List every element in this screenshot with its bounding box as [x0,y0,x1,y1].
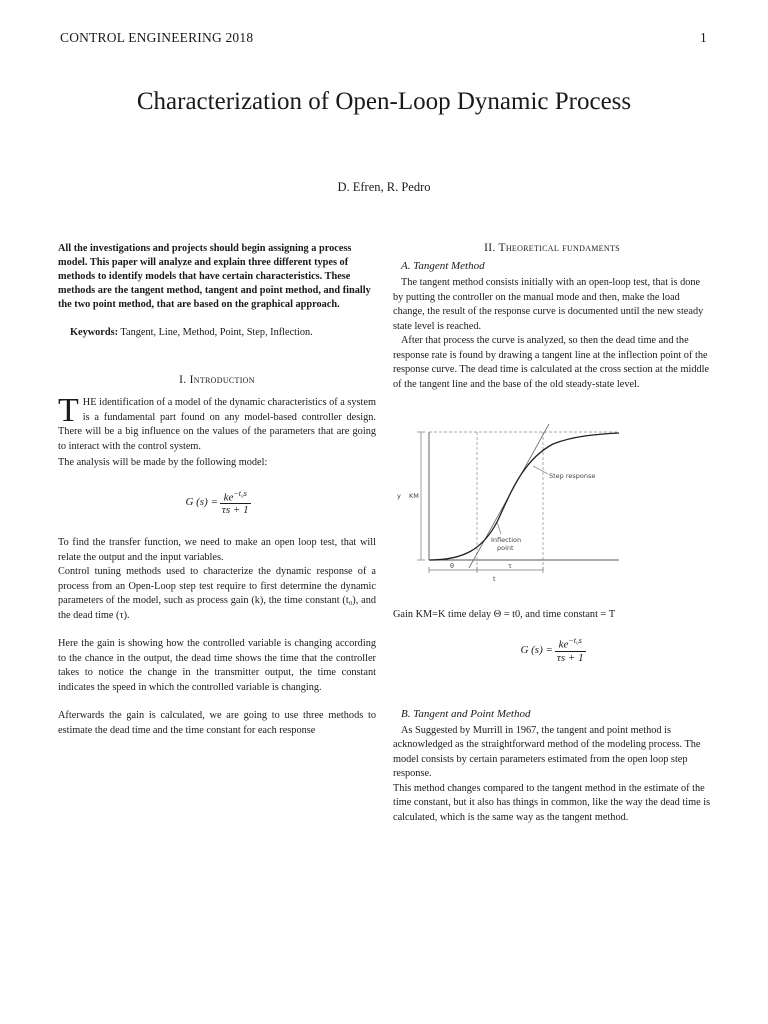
intro-paragraph-6: Afterwards the gain is calculated, we are going to use three methods to estimate the dead time and the time constant for each response [58,710,376,736]
step-response-label: Step response [549,472,596,480]
intro-paragraph-3: To find the transfer function, we need to make an open loop test, that will relate the output and the input variables. [58,537,376,563]
inflection-label-2: point [497,544,514,552]
inflection-label-1: Inflection [491,536,522,544]
time-axis-label: t [493,575,496,583]
equation-2-numerator: $ke^{-t_0s}$ [555,636,586,651]
step-response-diagram [393,420,621,592]
theta-label: θ [450,562,454,570]
tangent-paragraph-1: The tangent method consists initially with an open-loop test, that is done by putting the controller on the manual mode and then, make the load change, the result of the response curve is documented until the new steady state level is reached. [393,277,704,332]
intro-paragraph-2: The analysis will be made by the following model: [58,457,268,468]
step-response-figure [393,420,711,597]
drop-cap: T [58,392,79,429]
authors: D. Efren, R. Pedro [337,180,431,194]
model-equation [58,489,376,517]
paper-title: Characterization of Open-Loop Dynamic Process [136,88,632,115]
right-column [393,242,711,825]
intro-first-paragraph [58,392,376,454]
model-equation-2 [393,636,711,664]
equation-numerator: $ke^{-t_0s}$ [220,489,251,504]
km-label: KM [409,492,419,500]
tangent-paragraph-2: After that process the curve is analyzed, so then the dead time and the response rate is found by drawing a tangent line at the inflection point of the response curve. The dead time is calculated at the cross section at the middle of the tangent line and the base of the old steady-state level. [393,335,710,390]
figure-caption: Gain KM=K time delay Θ = t0, and time constant = Ƭ [393,609,616,620]
equation-lhs: G (s) = [185,496,218,509]
equation-2-denominator: τs + 1 [556,651,584,664]
section-heading-theory: II. Theoretical fundaments [484,242,620,254]
tangent-point-paragraph-1: As Suggested by Murrill in 1967, the tangent and point method is acknowledged as the straightforward method of the modeling process. The model consists by certain parameters estimated from the open loop step response. [393,724,701,780]
intro-paragraph-5: Here the gain is showing how the controlled variable is changing according to the chance in the output, the dead time shows the time that the controller takes to notice the change in the transmitter output, the time constant indicates the speed in which the controlled variable is changing. [58,638,376,693]
keywords-label: Keywords: [70,327,119,338]
y-label: y [397,492,401,500]
left-column [58,242,376,738]
running-header: CONTROL ENGINEERING 2018 [60,30,254,45]
page-number: 1 [700,30,707,45]
subsection-heading-tangent-point: B. Tangent and Point Method [401,707,531,720]
abstract: All the investigations and projects should begin assigning a process model. This paper will analyze and explain three different types of methods to identify models that have certain characteristics. These methods are the tangent method, tangent and point method, and finally the two point method, that are based on the graphical approach. [58,243,371,310]
subsection-heading-tangent: A. Tangent Method [401,260,485,272]
tau-label: τ [508,562,512,570]
tangent-point-paragraph-2: This method changes compared to the tangent method in the estimate of the time constant, but it also has things in common, like the way the dead time is calculated, which is the same way as the tangent method. [393,782,711,823]
intro-paragraph-1: HE identification of a model of the dynamic characteristics of a system is a fundamental part found on any model-based controller design. There will be a big influence on the values of the parameters that are going to interact with the control system. [58,397,376,452]
intro-paragraph-4: Control tuning methods used to characterize the dynamic response of a process from an Open-Loop step test require to first determine the dynamic parameters of the model, such as process gain (k), the time constant (t₀), and the dead time (τ). [58,566,376,621]
equation-denominator: τs + 1 [221,504,249,517]
equation-2-lhs: G (s) = [520,643,553,656]
section-heading-introduction: I. Introduction [179,374,255,386]
keywords-text: Tangent, Line, Method, Point, Step, Inflection. [118,327,313,338]
keywords [58,326,376,340]
